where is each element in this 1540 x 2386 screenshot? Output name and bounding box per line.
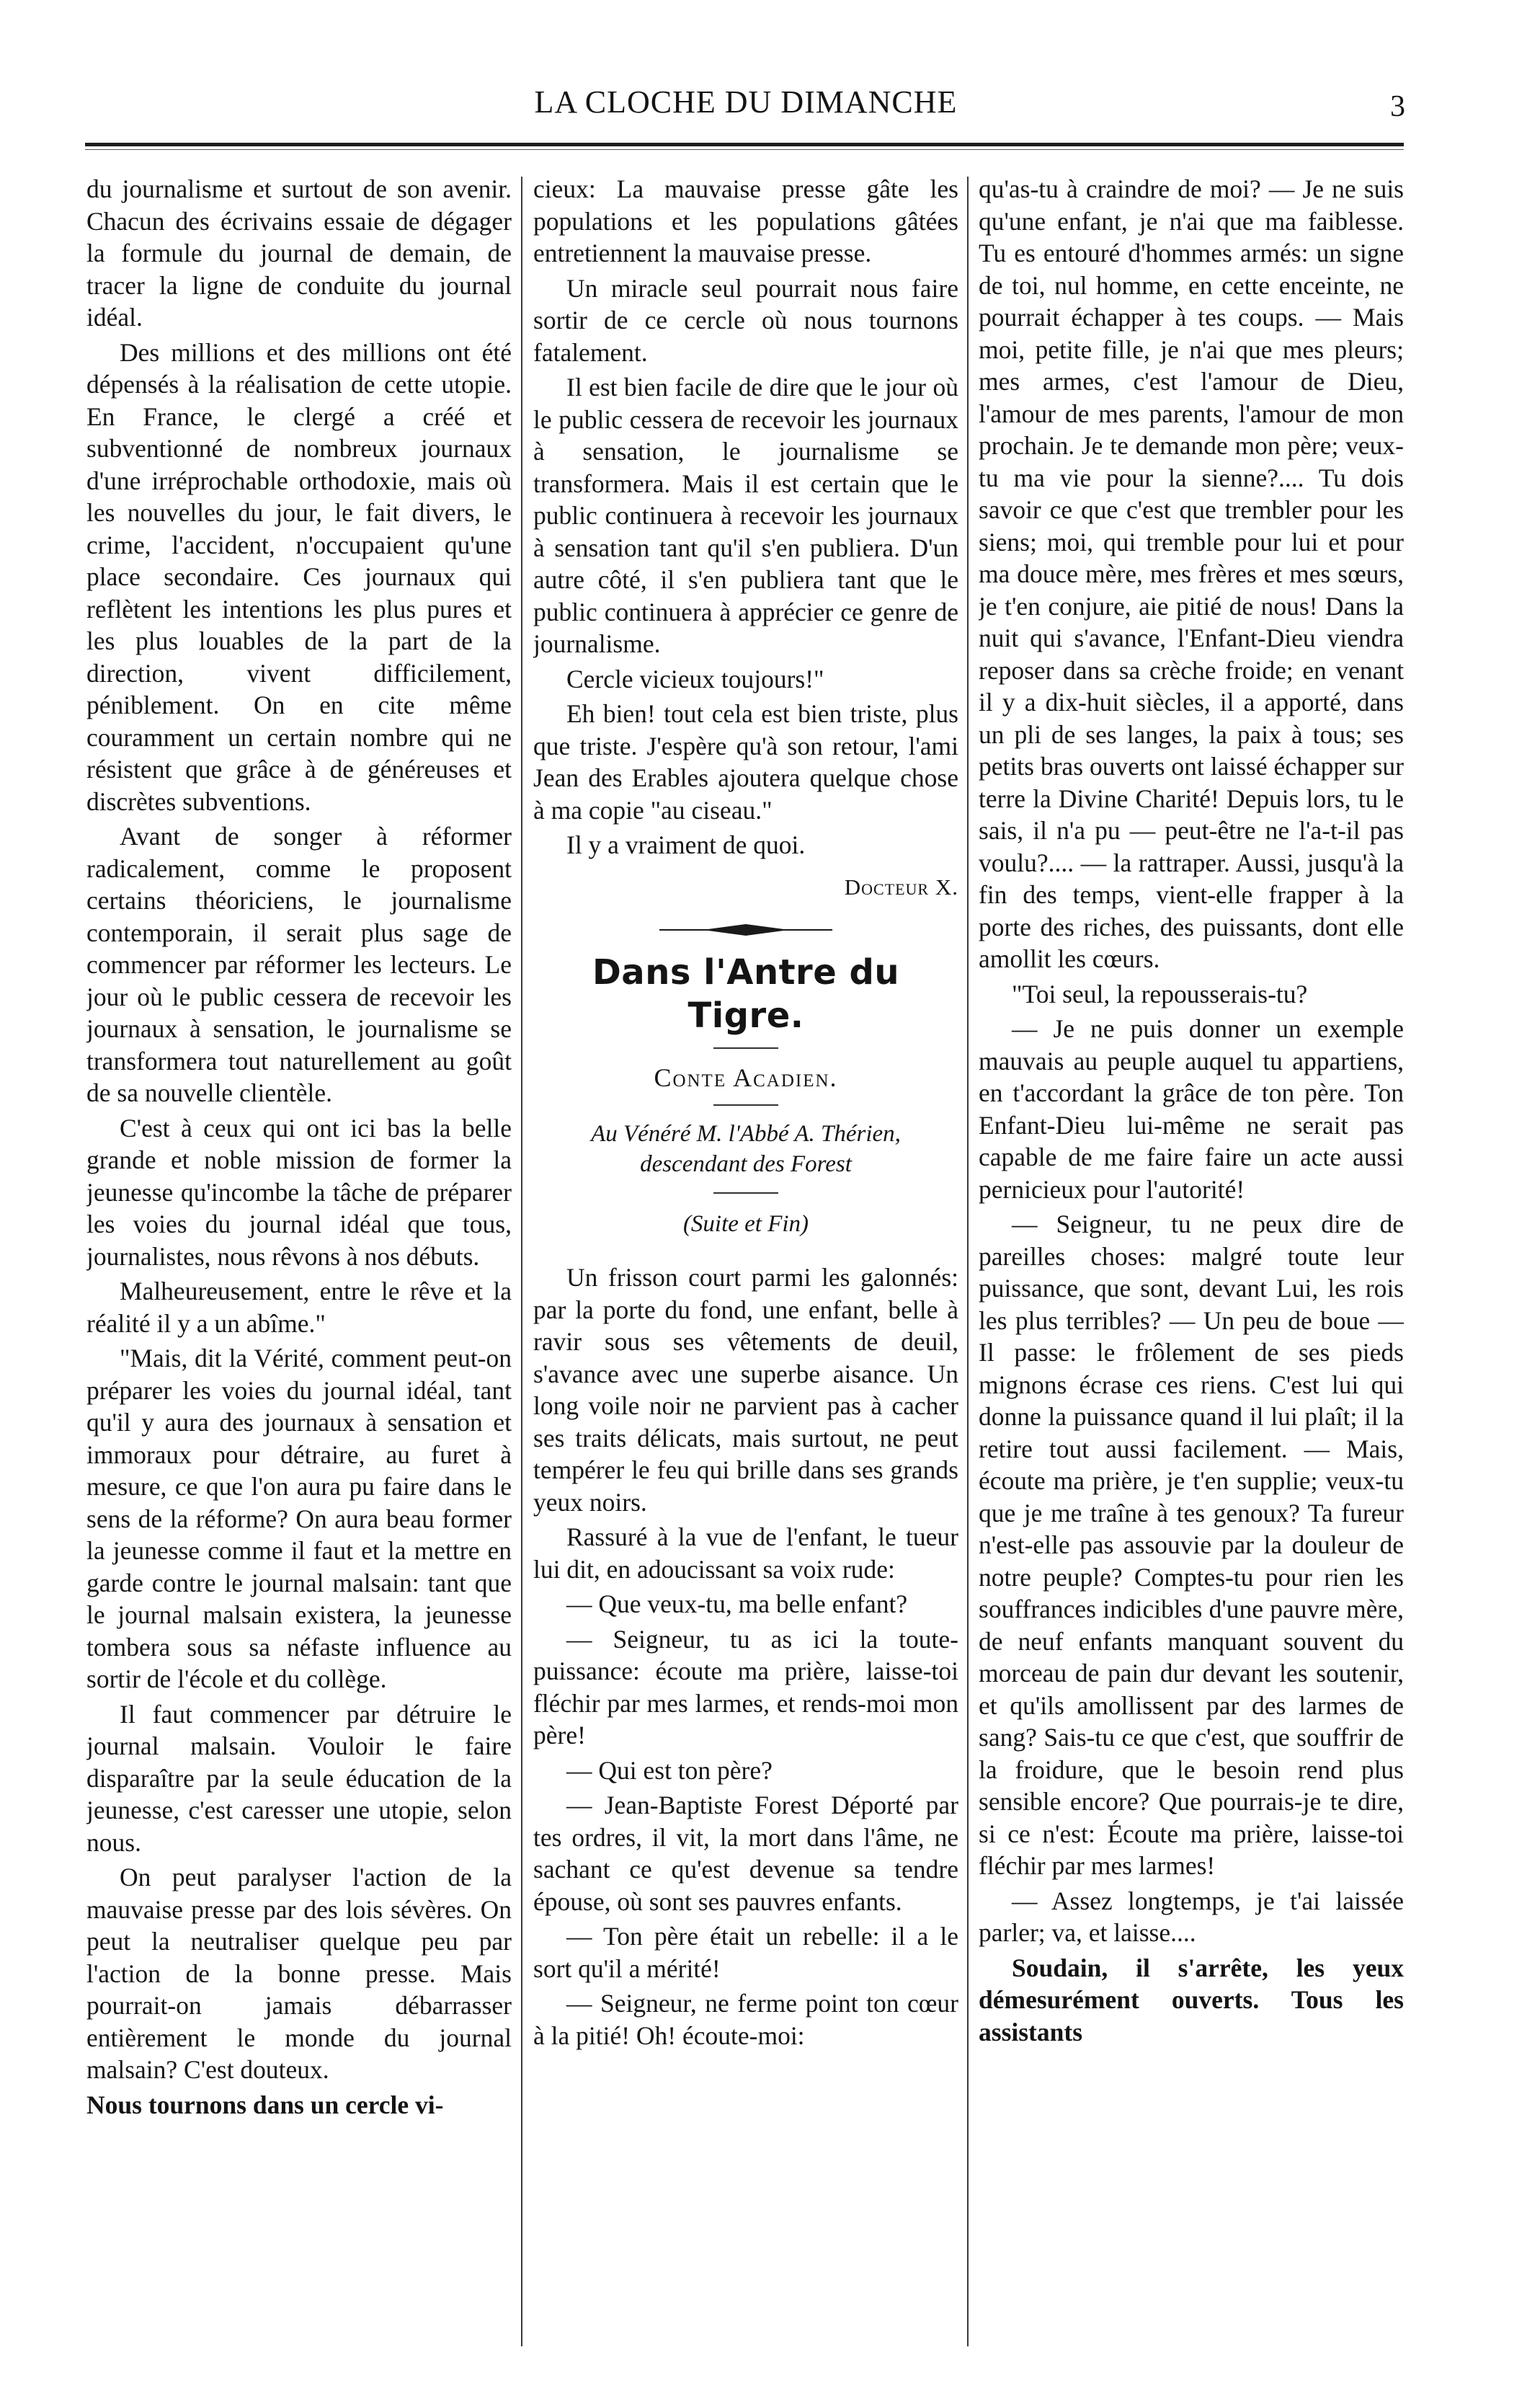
header-rule-thin bbox=[85, 149, 1404, 150]
paragraph: "Toi seul, la repousserais-tu? bbox=[1012, 979, 1308, 1008]
paragraph: Avant de songer à réformer radicalement, comme le proposent certains théoriciens, le journalisme contemporain, il serait plus sage de commencer par réformer les lecteurs. Le jour où le public cessera de recevoir les journaux à sensation, le journalisme se transformera tout naturellement au goût de sa nouvelle clientèle. bbox=[86, 822, 512, 1107]
column-1 bbox=[86, 173, 512, 2350]
paragraph: C'est à ceux qui ont ici bas la belle grande et noble mission de former la jeunesse qu'incombe la tâche de préparer les voies du journal idéal que tous, journalistes, nous rêvons à nos débuts. bbox=[86, 1113, 512, 1271]
story-dedication: Au Vénéré M. l'Abbé A. Thérien, descendant des Forest bbox=[591, 1120, 901, 1177]
paragraph: "Mais, dit la Vérité, comment peut-on préparer les voies du journal idéal, tant qu'il y aura des journaux à sensation et immoraux pour détraire, au furet à mesure, ce que l'on aura pu faire dans le sens de la réforme? On aura beau former la jeunesse comme il faut et la mettre en garde contre le journal malsain: tant que le journal malsain existera, la jeunesse tombera sous sa néfaste influence au sortir de l'école et du collège. bbox=[86, 1344, 512, 1693]
paragraph: — Qui est ton père? bbox=[566, 1755, 773, 1785]
column-2 bbox=[533, 173, 958, 2350]
paragraph: — Seigneur, ne ferme point ton cœur à la pitié! Oh! écoute-moi: bbox=[533, 1989, 958, 2050]
column-divider-2 bbox=[967, 177, 969, 2346]
author-signature: Docteur X. bbox=[844, 874, 958, 900]
running-title: LA CLOCHE DU DIMANCHE bbox=[534, 84, 958, 120]
short-rule bbox=[713, 1047, 778, 1049]
paragraph: — Seigneur, tu as ici la toute-puissance: écoute ma prière, laisse-toi fléchir par mes larmes, et rends-moi mon père! bbox=[533, 1624, 958, 1749]
paragraph: Un frisson court parmi les galonnés: par la porte du fond, une enfant, belle à ravir sous ses vêtements de deuil, s'avance avec une superbe aisance. Un long voile noir ne parvient pas à cacher ses traits délicats, mais surtout, ne peut tempérer le feu qui brille dans ses grands yeux noirs. bbox=[533, 1263, 958, 1517]
short-rule bbox=[713, 1192, 778, 1194]
paragraph: Un miracle seul pourrait nous faire sortir de ce cercle où nous tournons fatalement. bbox=[533, 273, 958, 367]
paragraph: — Assez longtemps, je t'ai laissée parler; va, et laisse.... bbox=[979, 1886, 1404, 1947]
paragraph: Eh bien! tout cela est bien triste, plus que triste. J'espère qu'à son retour, l'ami Jean des Erables ajoutera quelque chose à ma copie "au ciseau." bbox=[533, 699, 958, 825]
paragraph: Il est bien facile de dire que le jour où le public cessera de recevoir les journaux à sensation, le journalisme se transformera. Mais il est certain que le public continuera à recevoir les journaux à sensation tant qu'il s'en publiera. D'un autre côté, il s'en publiera tant que le public continuera à apprécier ce genre de journalisme. bbox=[533, 373, 958, 658]
paragraph: — Je ne puis donner un exemple mauvais au peuple auquel tu appartiens, en t'accordant la grâce de ton père. Ton Enfant-Dieu lui-même ne serait pas capable de me faire faire un acte aussi pernicieux pour l'autorité! bbox=[979, 1014, 1404, 1204]
ornament-divider-icon bbox=[659, 922, 832, 938]
paragraph: qu'as-tu à craindre de moi? — Je ne suis qu'une enfant, je n'ai que ma faiblesse. Tu es entouré d'hommes armés: un signe de toi, nul homme, en cette enceinte, ne pourrait échapper à tes coups. — Mais moi, petite fille, je n'ai que mes pleurs; mes armes, c'est l'amour de Dieu, l'amour de mes parents, l'amour de mon prochain. Je te demande mon père; veux-tu ma vie pour la sienne?.... Tu dois savoir ce que c'est que trembler pour les siens; moi, qui tremble pour lui et pour ma douce mère, mes frères et mes sœurs, je t'en conjure, aie pitié de nous! Dans la nuit qui s'avance, l'Enfant-Dieu viendra reposer dans sa crèche froide; en venant il y a dix-huit siècles, il a apporté, dans un pli de ses langes, la paix à tous; ses petits bras ouverts ont laissé échapper sur terre la Divine Charité! Depuis lors, tu le sais, il n'a pu — peut-être ne l'a-t-il pas voulu?.... — la rattraper. Aussi, jusqu'à la fin des temps, vient-elle frapper à la porte des riches, des puissants, dont elle amollit les cœurs. bbox=[979, 174, 1404, 973]
paragraph: Des millions et des millions ont été dépensés à la réalisation de cette utopie. En France, le clergé a créé et subventionné de nombreux journaux d'une irréprochable orthodoxie, mais où les nouvelles du jour, le fait divers, le crime, l'accident, n'occupaient qu'une place secondaire. Ces journaux qui reflètent les intentions les plus pures et les plus louables de la part de la direction, vivent difficilement, péniblement. On en cite même couramment un certain nombre qui ne résistent que grâce à de généreuses et discrètes subventions. bbox=[86, 337, 512, 816]
paragraph: Soudain, il s'arrête, les yeux démesurément ouverts. Tous les assistants bbox=[979, 1953, 1404, 2046]
short-rule bbox=[713, 1104, 778, 1106]
paragraph: — Jean-Baptiste Forest Déporté par tes ordres, il vit, la mort dans l'âme, ne sachant ce qu'est devenue sa tendre épouse, où sont ses pauvres enfants. bbox=[533, 1791, 958, 1916]
story-subtitle: Conte Acadien. bbox=[654, 1063, 838, 1092]
paragraph: Il faut commencer par détruire le journal malsain. Vouloir le faire disparaître par la seule éducation de la jeunesse, c'est caresser une utopie, selon nous. bbox=[86, 1699, 512, 1857]
paragraph: cieux: La mauvaise presse gâte les populations et les populations gâtées entretiennent la mauvaise presse. bbox=[533, 174, 958, 267]
column-divider-1 bbox=[521, 177, 522, 2346]
paragraph-end: Nous tournons dans un cercle vi- bbox=[86, 2090, 444, 2119]
paragraph: Cercle vicieux toujours!" bbox=[566, 664, 824, 693]
paragraph: Il y a vraiment de quoi. bbox=[566, 830, 806, 859]
header-rule bbox=[85, 143, 1404, 146]
paragraph: du journalisme et surtout de son avenir. Chacun des écrivains essaie de dégager la formule du journal de demain, de tracer la ligne de conduite du journal idéal. bbox=[86, 174, 512, 332]
page-header bbox=[86, 69, 1405, 134]
continuation-note: (Suite et Fin) bbox=[682, 1210, 809, 1237]
paragraph: On peut paralyser l'action de la mauvaise presse par des lois sévères. On peut la neutraliser quelque peu par l'action de la bonne presse. Mais pourrait-on jamais débarrasser entièrement le monde du journal malsain? C'est douteux. bbox=[86, 1863, 512, 2084]
paragraph: — Que veux-tu, ma belle enfant? bbox=[566, 1589, 908, 1618]
column-3 bbox=[979, 173, 1404, 2350]
page-number: 3 bbox=[1390, 90, 1405, 123]
paragraph: Malheureusement, entre le rêve et la réalité il y a un abîme." bbox=[86, 1277, 512, 1338]
story-title: Dans l'Antre du Tigre. bbox=[592, 952, 900, 1036]
paragraph: — Ton père était un rebelle: il a le sort qu'il a mérité! bbox=[533, 1922, 958, 1983]
paragraph: — Seigneur, tu ne peux dire de pareilles choses: malgré toute leur puissance, que sont, devant Lui, les rois les plus terribles? — Un peu de boue — Il passe: le frôlement de ses pieds mignons écrase ces riens. C'est lui qui donne la puissance quand il lui plaît; il la retire tout aussi facilement. — Mais, écoute ma prière, je t'en supplie; veux-tu que je me traîne à tes genoux? Ta fureur n'est-elle pas assouvie par la douleur de notre peuple? Comptes-tu pour rien les souffrances indicibles d'une pauvre mère, de neuf enfants manquant souvent du morceau de pain dur devant les soutenir, et qu'ils amollissent par des larmes de sang? Sais-tu ce que c'est, que souffrir de la froidure, que le besoin rend plus sensible encore? Que pourrais-je te dire, si ce n'est: Écoute ma prière, laisse-toi fléchir par mes larmes! bbox=[979, 1210, 1404, 1880]
paragraph: Rassuré à la vue de l'enfant, le tueur lui dit, en adoucissant sa voix rude: bbox=[533, 1522, 958, 1584]
